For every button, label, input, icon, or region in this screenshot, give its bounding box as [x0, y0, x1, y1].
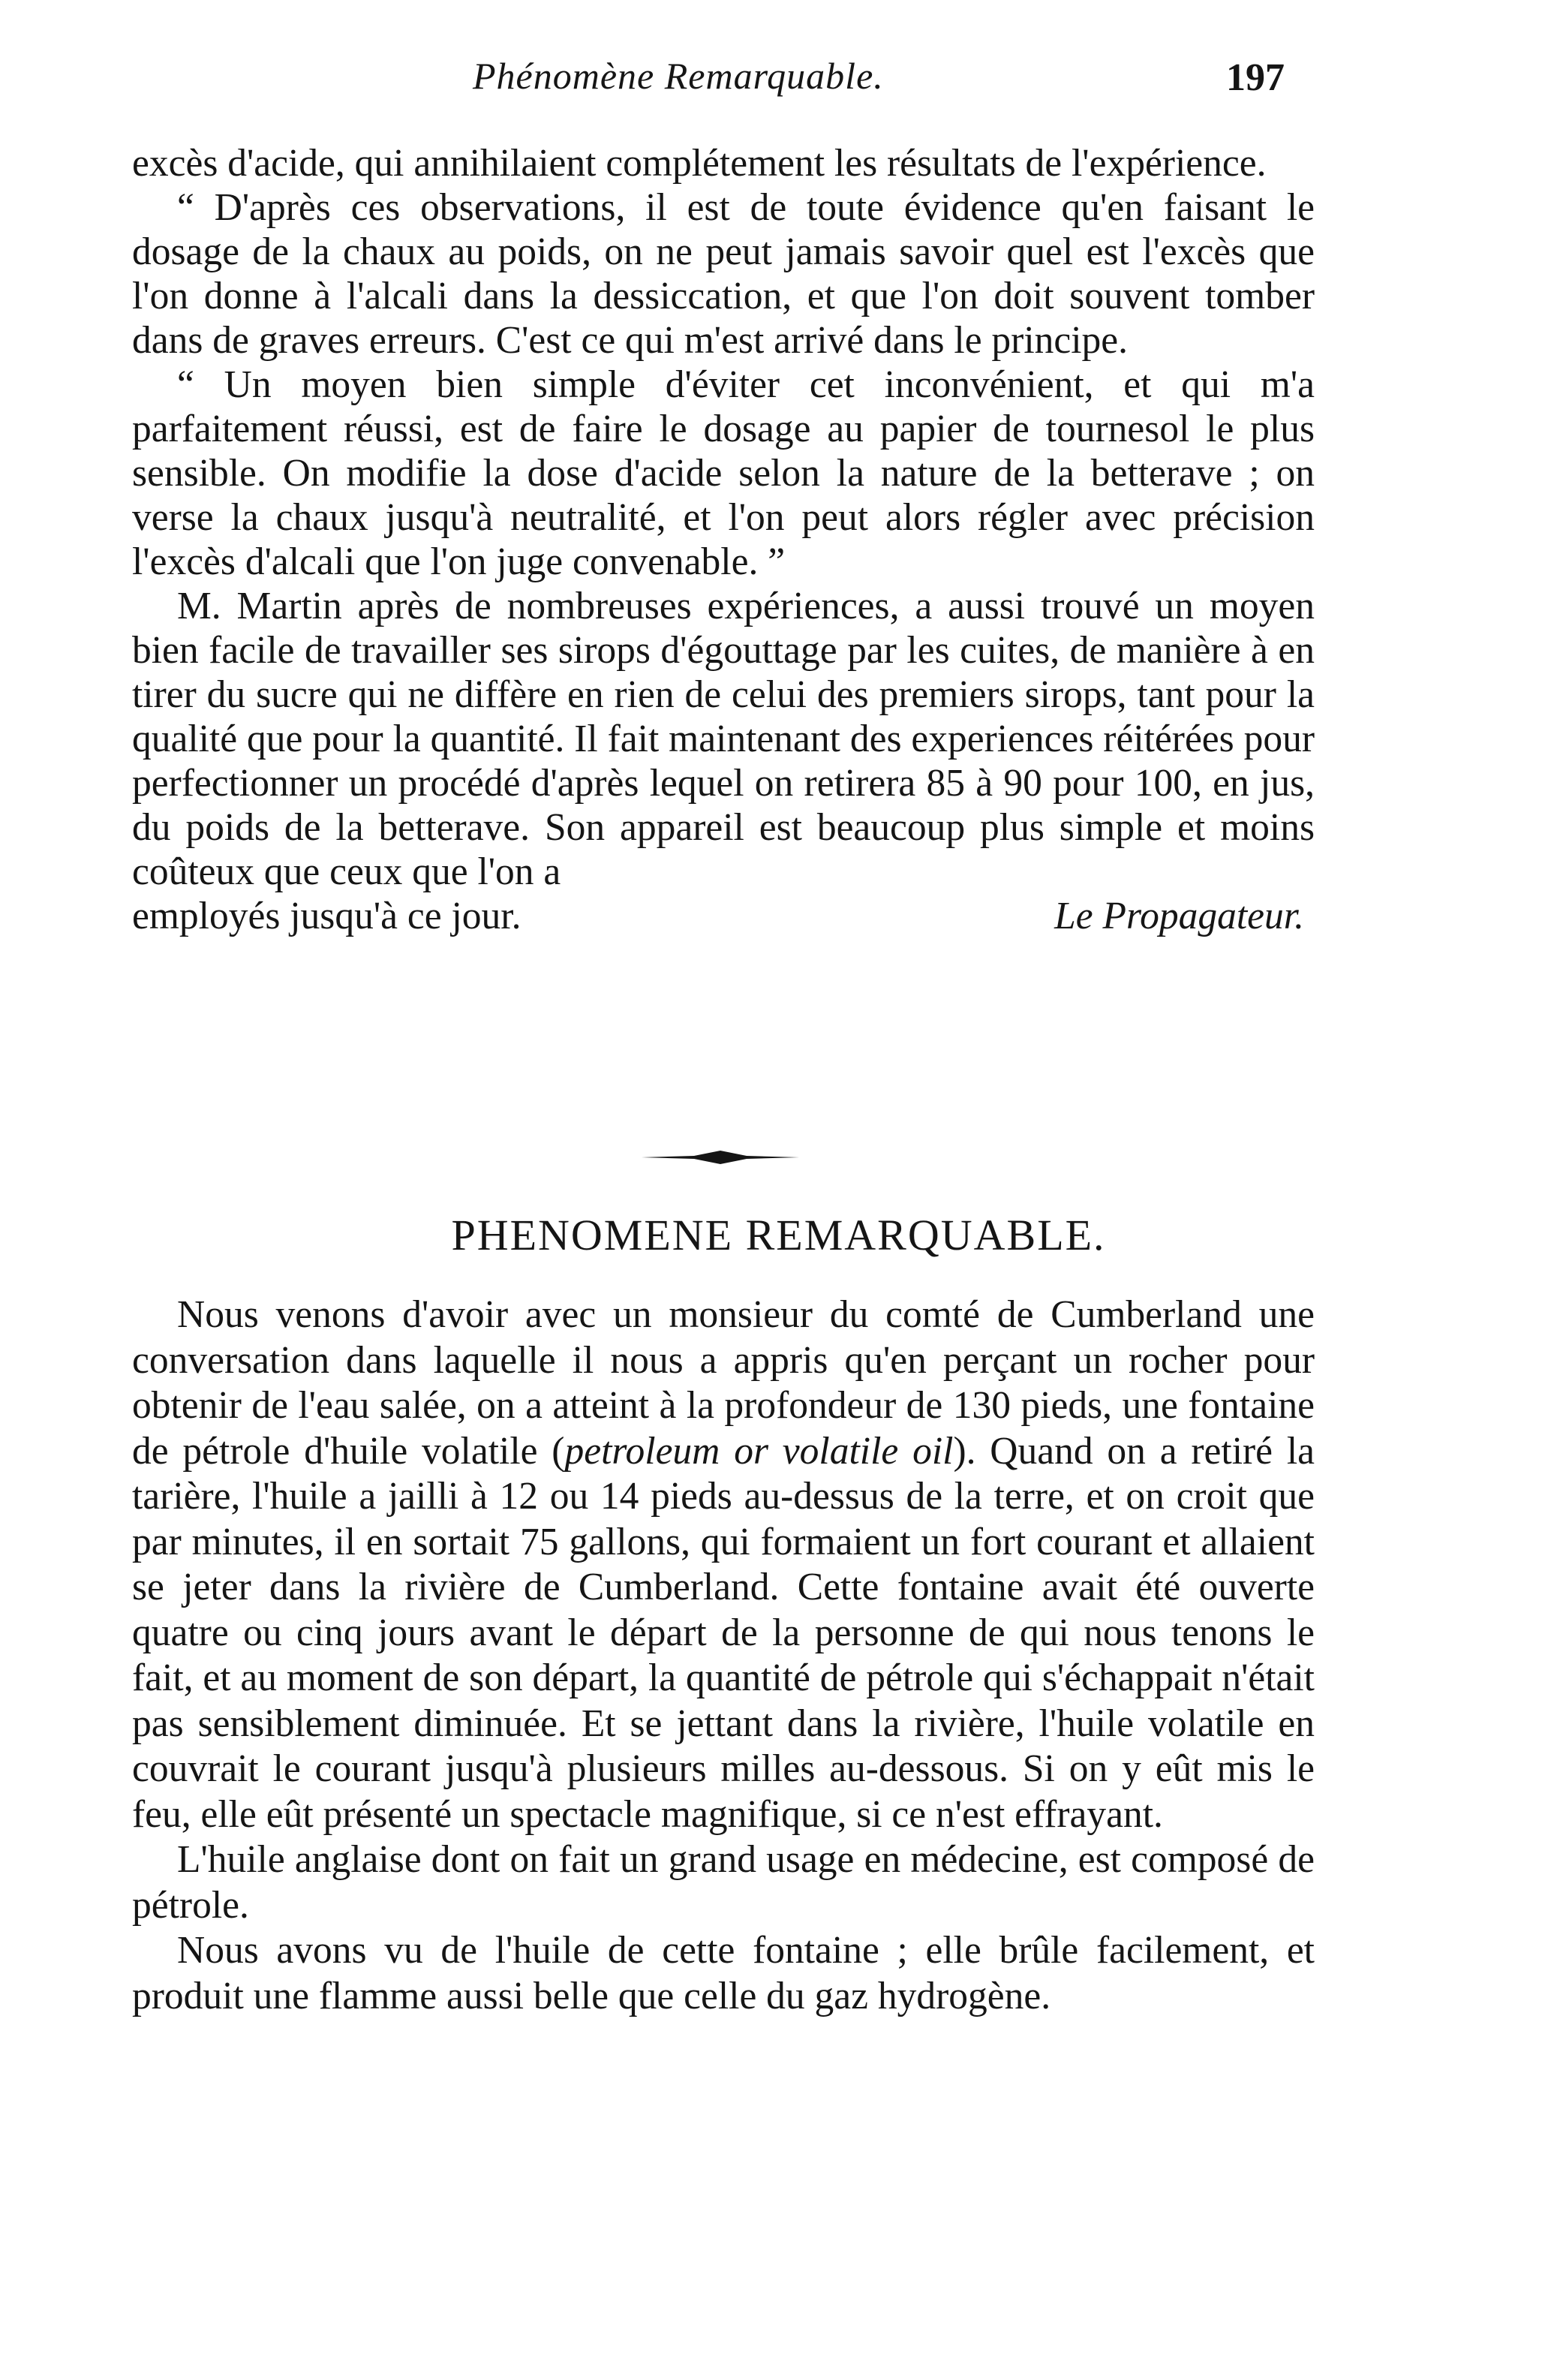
running-title: Phénomène Remarquable.	[473, 55, 884, 97]
page-number: 197	[1226, 56, 1285, 99]
paragraph: “ D'après ces observations, il est de toute évidence qu'en faisant le dosage de la chaux au poids, on ne peut jamais savoir quel est l'excès que l'on donne à l'alcali dans la dessiccation, et que l'on doit souvent tomber dans de graves erreurs. C'est ce qui m'est arrivé dans le principe.	[132, 186, 1315, 362]
article-text-2	[132, 1292, 1315, 2019]
article-text	[132, 141, 1315, 938]
closing-line	[132, 894, 1315, 938]
article-signature: Le Propagateur.	[1054, 895, 1304, 937]
paragraph: “ Un moyen bien simple d'éviter cet inconvénient, et qui m'a parfaitement réussi, est de faire le dosage au papier de tournesol le plus sensible. On modifie la dose d'acide selon la nature de la betterave ; on verse la chaux jusqu'à neutralité, et l'on peut alors régler avec précision l'excès d'alcali que l'on juge convenable. ”	[132, 363, 1315, 583]
paragraph: Nous venons d'avoir avec un monsieur du comté de Cumberland une conversation dans laquelle il nous a appris qu'en perçant un rocher pour obtenir de l'eau salée, on a atteint à la profondeur de 130 pieds, une fontaine de pétrole d'huile volatile (petroleum or volatile oil). Quand on a retiré la tarière, l'huile a jailli à 12 ou 14 pieds au-dessus de la terre, et on croit que par minutes, il en sortait 75 gallons, qui formaient un fort courant et allaient se jeter dans la rivière de Cumberland. Cette fontaine avait été ouverte quatre ou cinq jours avant le départ de la personne de qui nous tenons le fait, et au moment de son départ, la quantité de pétrole qui s'échappait n'était pas sensiblement diminuée. Et se jettant dans la rivière, l'huile volatile en couvrait le courant jusqu'à plusieurs milles au-dessous. Si on y eût mis le feu, elle eût présenté un spectacle magnifique, si ce n'est effrayant.	[132, 1293, 1315, 1836]
section-title: PHENOMENE REMARQUABLE.	[451, 1211, 1106, 1259]
closing-text: employés jusqu'à ce jour.	[132, 895, 522, 937]
paragraph: L'huile anglaise dont on fait un grand usage en médecine, est composé de pétrole.	[132, 1838, 1315, 1927]
paragraph: M. Martin après de nombreuses expériences, a aussi trouvé un moyen bien facile de travailler ses sirops d'égouttage par les cuites, de manière à en tirer du sucre qui ne diffère en rien de celui des premiers sirops, tant pour la qualité que pour la quantité. Il fait maintenant des experiences réitérées pour perfectionner un procédé d'après lequel on retirera 85 à 90 pour 100, en jus, du poids de la betterave. Son appareil est beaucoup plus simple et moins coûteux que ceux que l'on a	[132, 585, 1315, 893]
section-divider	[642, 1148, 799, 1166]
paragraph: excès d'acide, qui annihilaient complétement les résultats de l'expérience.	[132, 142, 1267, 185]
paragraph: Nous avons vu de l'huile de cette fontaine ; elle brûle facilement, et produit une flamme aussi belle que celle du gaz hydrogène.	[132, 1929, 1315, 2017]
